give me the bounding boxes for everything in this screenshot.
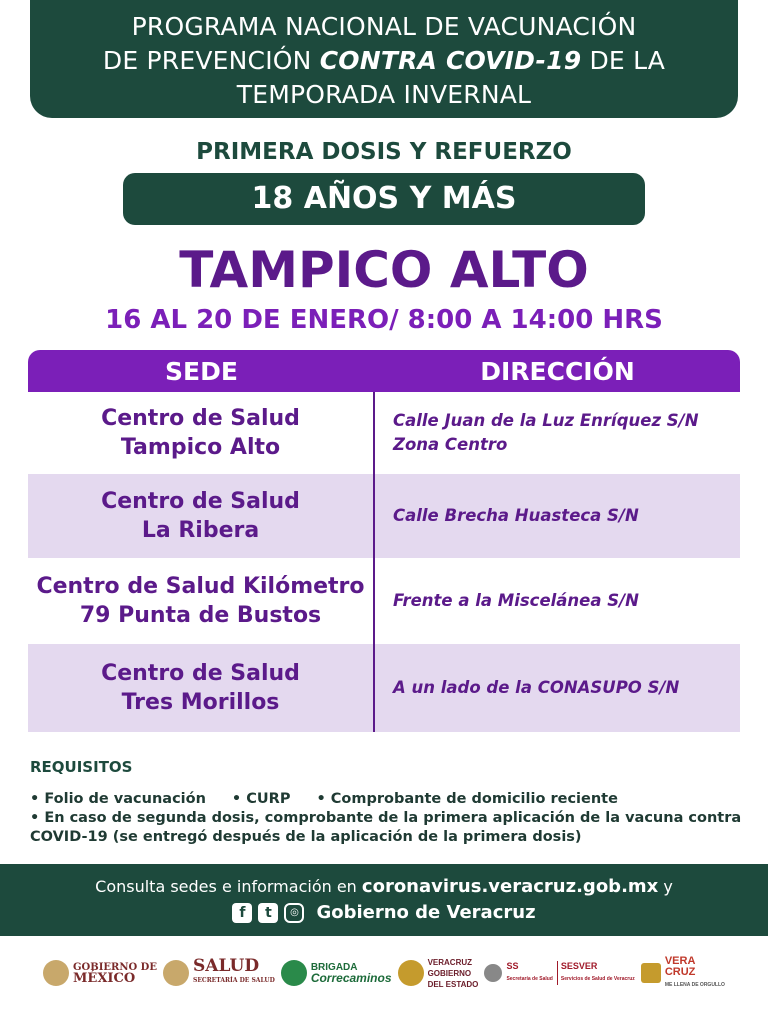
consulta-pre: Consulta sedes e información en [95,877,362,896]
header-line-3: TEMPORADA INVERNAL [236,80,532,109]
veracruz-shield-icon [398,960,424,986]
column-header-direccion: DIRECCIÓN [480,357,635,386]
sede-cell [28,474,375,558]
ss-sesver-logo [484,961,634,985]
sede-line-1: Centro de Salud [101,661,300,686]
veracruz-line-3: DEL ESTADO [427,979,479,989]
direccion-line-1: Frente a la Miscelánea S/N [393,591,639,610]
header-line-2-post: DE LA [581,46,666,75]
facebook-icon[interactable]: f [232,903,252,923]
direccion-cell [375,392,740,474]
direccion-cell [375,644,740,732]
vera-subtitle: ME LLENA DE ORGULLO [664,981,725,988]
ss-subtitle: Secretaría de Salud [506,976,553,982]
gobierno-mexico-logo [43,960,157,986]
place-title: TAMPICO ALTO [179,241,589,299]
social-row [0,902,768,923]
mexico-emblem-icon [43,960,69,986]
requirement-folio: • Folio de vacunación [30,791,206,807]
sede-line-2: La Ribera [141,518,260,543]
brigada-line-1: BRIGADA [310,961,358,973]
sede-line-1: Centro de Salud [101,406,300,431]
veracruz-orgullo-logo [641,956,725,991]
sede-line-1: Centro de Salud [101,489,300,514]
column-header-sede: SEDE [165,357,238,386]
table-row [28,392,740,474]
sesver-subtitle: Servicios de Salud de Veracruz [560,976,635,982]
vera-line-2: CRUZ [664,965,696,978]
requirement-domicilio: • Comprobante de domicilio reciente [316,791,618,807]
header-line-2-pre: DE PREVENCIÓN [102,46,320,75]
dates-schedule: 16 AL 20 DE ENERO/ 8:00 A 14:00 HRS [105,305,663,335]
direccion-line-1: Calle Brecha Huasteca S/N [393,506,639,525]
dose-subtitle: PRIMERA DOSIS Y REFUERZO [196,139,572,165]
table-header [28,350,740,392]
header-line-1: PROGRAMA NACIONAL DE VACUNACIÓN [131,12,637,41]
requirements-title: REQUISITOS [30,758,133,776]
requirements-line-2: • En caso de segunda dosis, comprobante de la primera aplicación de la vacuna contra [30,810,742,826]
table-row [28,474,740,558]
header-line-2 [30,44,738,78]
veracruz-line-1: VERACRUZ [427,957,473,967]
salud-subtitle: SECRETARÍA DE SALUD [193,976,275,984]
direccion-line-2: Zona Centro [393,435,508,454]
requirements-line-1 [30,790,742,809]
veracruz-star-icon [641,963,661,983]
salud-logo [163,955,275,986]
table-row [28,558,740,644]
sites-table [28,350,740,732]
sede-line-1: Centro de Salud Kilómetro [36,574,365,599]
consulta-text [0,876,768,898]
footer-banner [0,864,768,936]
ss-title: SS [506,961,519,971]
veracruz-gobierno-logo [398,957,479,990]
social-account-name: Gobierno de Veracruz [316,902,536,923]
twitter-icon[interactable]: t [258,903,278,923]
sede-line-2: 79 Punta de Bustos [79,603,322,628]
ss-emblem-icon [484,964,502,982]
salud-emblem-icon [163,960,189,986]
gob-mexico-line-2: MÉXICO [73,970,136,986]
vera-line-1: VERA [664,954,696,967]
sede-line-2: Tampico Alto [120,435,281,460]
direccion-cell [375,474,740,558]
brigada-correcaminos-logo [281,960,392,986]
table-row [28,644,740,732]
sesver-title: SESVER [560,961,598,971]
header-banner [30,0,738,118]
direccion-line-1: A un lado de la CONASUPO S/N [393,678,680,697]
header-line-2-bold: CONTRA COVID-19 [319,46,582,75]
age-badge: 18 AÑOS Y MÁS [123,173,645,225]
website-link[interactable]: coronavirus.veracruz.gob.mx [361,876,659,897]
sede-cell [28,392,375,474]
consulta-post: y [658,877,673,896]
sede-line-2: Tres Morillos [121,690,280,715]
veracruz-line-2: GOBIERNO [427,968,472,978]
roadrunner-icon [281,960,307,986]
brigada-line-2: Correcaminos [310,970,392,985]
gob-mexico-line-1: GOBIERNO DE [73,961,157,973]
sede-cell [28,558,375,644]
requirement-curp: • CURP [231,791,291,807]
requirements-section [30,758,742,847]
requirements-line-3: COVID-19 (se entregó después de la aplicación de la primera dosis) [30,829,582,845]
direccion-line-1: Calle Juan de la Luz Enríquez S/N [393,411,699,430]
salud-title: SALUD [193,955,260,976]
sede-cell [28,644,375,732]
logos-strip [0,936,768,1010]
instagram-icon[interactable]: ◎ [284,903,304,923]
direccion-cell [375,558,740,644]
